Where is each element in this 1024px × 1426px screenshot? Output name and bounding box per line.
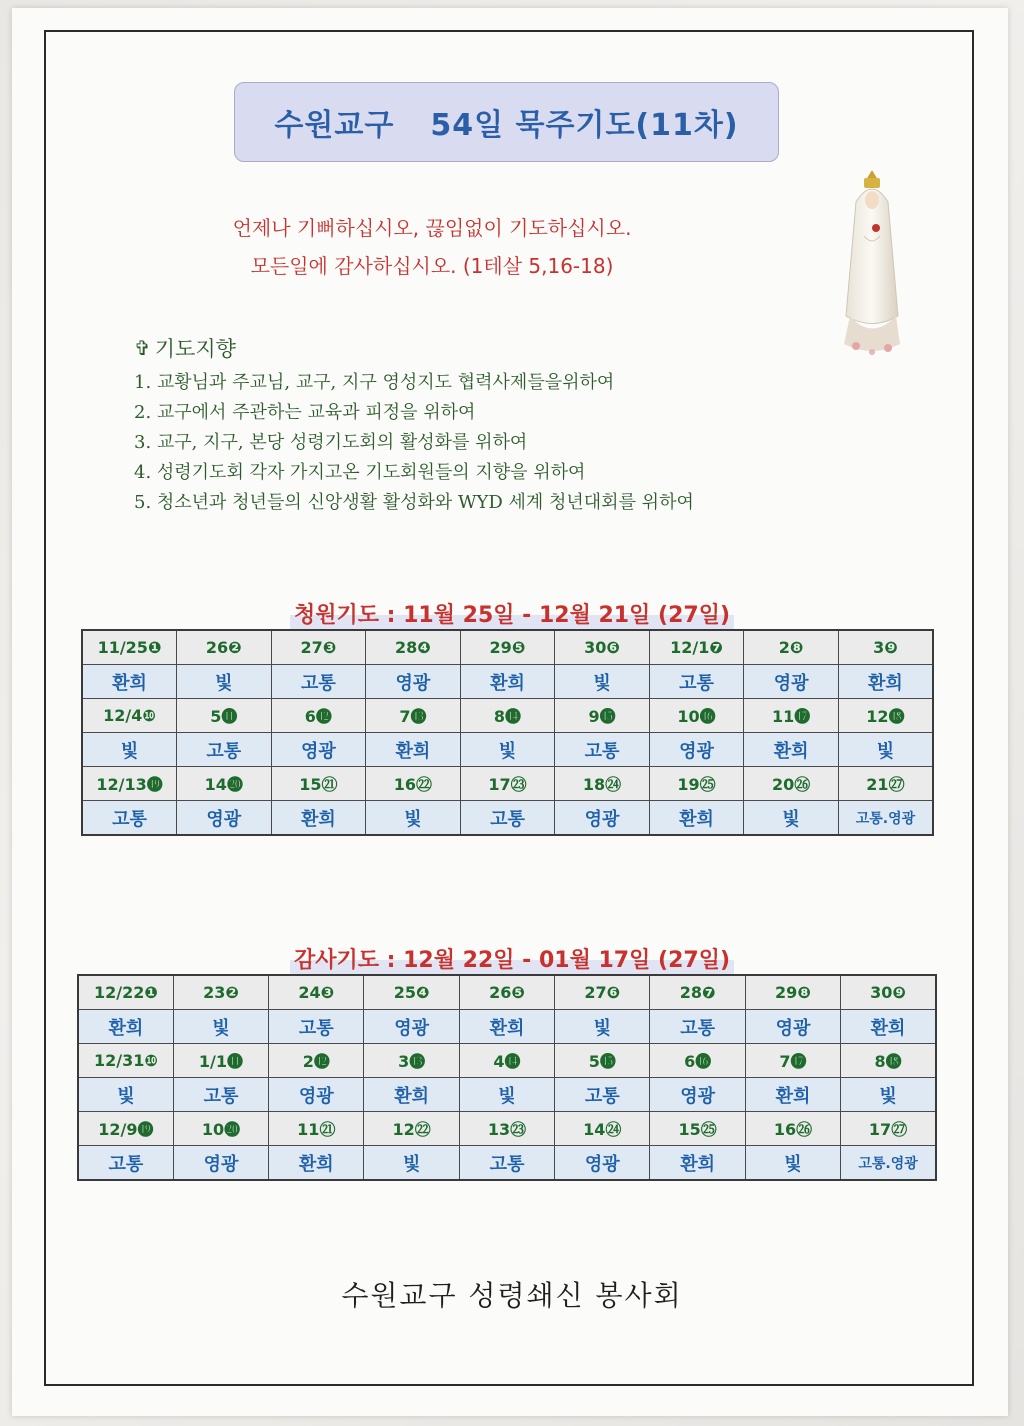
date-row	[78, 1044, 936, 1078]
mystery-row	[78, 1146, 936, 1181]
mystery-cell: 고통	[177, 733, 272, 767]
mystery-cell: 빛	[555, 665, 650, 699]
intentions-list	[134, 368, 694, 518]
day-date-cell: 12/1❼	[649, 630, 744, 665]
day-date-cell: 28❹	[366, 630, 461, 665]
day-date-cell: 20㉖	[744, 767, 839, 801]
mystery-cell: 빛	[838, 733, 933, 767]
mystery-cell: 빛	[459, 1078, 554, 1112]
day-date-cell: 28❼	[650, 975, 745, 1010]
page-title	[234, 82, 779, 162]
mystery-cell: 영광	[364, 1010, 459, 1044]
mystery-cell: 환희	[269, 1146, 364, 1181]
day-date-cell: 12/4❿	[82, 699, 177, 733]
scripture-quote-line-1: 언제나 기뻐하십시오, 끊임없이 기도하십시오.	[232, 216, 632, 240]
day-date-cell: 30❾	[841, 975, 936, 1010]
day-date-cell: 1/1⓫	[173, 1044, 268, 1078]
mystery-cell: 고통	[269, 1010, 364, 1044]
petition-section-title	[92, 598, 932, 629]
mystery-cell: 영광	[555, 1146, 650, 1181]
petition-schedule-table	[81, 629, 934, 836]
mystery-row	[82, 733, 933, 767]
title-diocese: 수원교구	[274, 108, 395, 143]
mystery-cell: 빛	[364, 1146, 459, 1181]
mystery-cell: 고통	[460, 801, 555, 836]
cross-icon: ✞	[134, 336, 151, 360]
day-date-cell: 12⓲	[838, 699, 933, 733]
mystery-cell: 고통	[173, 1078, 268, 1112]
intentions-heading	[134, 333, 236, 363]
day-date-cell: 17㉗	[841, 1112, 936, 1146]
mystery-cell: 환희	[650, 1146, 745, 1181]
day-date-cell: 11⓱	[744, 699, 839, 733]
mystery-cell: 고통	[650, 1010, 745, 1044]
day-date-cell: 9⓯	[555, 699, 650, 733]
day-date-cell: 8⓮	[460, 699, 555, 733]
mystery-cell: 빛	[366, 801, 461, 836]
day-date-cell: 12/9⓳	[78, 1112, 173, 1146]
thanksgiving-schedule-table	[77, 974, 937, 1181]
day-date-cell: 10⓴	[173, 1112, 268, 1146]
mystery-cell: 환희	[364, 1078, 459, 1112]
date-row	[78, 1112, 936, 1146]
day-date-cell: 29❽	[745, 975, 840, 1010]
date-row	[78, 975, 936, 1010]
intention-item: 3. 교구, 지구, 본당 성령기도회의 활성화를 위하여	[134, 432, 528, 453]
mystery-cell: 고통.영광	[838, 801, 933, 836]
day-date-cell: 12/13⓳	[82, 767, 177, 801]
day-date-cell: 3⓭	[364, 1044, 459, 1078]
day-date-cell: 12㉒	[364, 1112, 459, 1146]
petition-title-text: 청원기도 : 11월 25일 - 12월 21일 (27일)	[290, 598, 734, 629]
day-date-cell: 11㉑	[269, 1112, 364, 1146]
date-row	[82, 699, 933, 733]
mystery-cell: 환희	[649, 801, 744, 836]
day-date-cell: 29❺	[460, 630, 555, 665]
day-date-cell: 21㉗	[838, 767, 933, 801]
thanksgiving-title-text: 감사기도 : 12월 22일 - 01월 17일 (27일)	[290, 943, 734, 974]
intention-item: 4. 성령기도회 각자 가지고온 기도회원들의 지향을 위하여	[134, 462, 586, 483]
mystery-cell: 환희	[78, 1010, 173, 1044]
day-date-cell: 2❽	[744, 630, 839, 665]
mystery-cell: 고통	[459, 1146, 554, 1181]
intention-item: 1. 교황님과 주교님, 교구, 지구 영성지도 협력사제들을위하여	[134, 372, 615, 393]
mystery-row	[78, 1010, 936, 1044]
day-date-cell: 26❺	[459, 975, 554, 1010]
mystery-cell: 환희	[271, 801, 366, 836]
date-row	[82, 767, 933, 801]
mystery-cell: 환희	[82, 665, 177, 699]
day-date-cell: 12/31❿	[78, 1044, 173, 1078]
thanksgiving-section-title	[92, 943, 932, 974]
intention-item: 2. 교구에서 주관하는 교육과 피정을 위하여	[134, 402, 476, 423]
day-date-cell: 14⓴	[177, 767, 272, 801]
mystery-cell: 환희	[460, 665, 555, 699]
mystery-cell: 빛	[177, 665, 272, 699]
day-date-cell: 10⓰	[649, 699, 744, 733]
day-date-cell: 15㉕	[650, 1112, 745, 1146]
mystery-cell: 고통	[555, 1078, 650, 1112]
mystery-cell: 환희	[841, 1010, 936, 1044]
day-date-cell: 27❻	[555, 975, 650, 1010]
day-date-cell: 14㉔	[555, 1112, 650, 1146]
mystery-cell: 고통	[271, 665, 366, 699]
day-date-cell: 27❸	[271, 630, 366, 665]
mystery-cell: 고통.영광	[841, 1146, 936, 1181]
day-date-cell: 18㉔	[555, 767, 650, 801]
mystery-cell: 영광	[177, 801, 272, 836]
mystery-cell: 환희	[744, 733, 839, 767]
scripture-quote-line-2: 모든일에 감사하십시오. (1테살 5,16-18)	[250, 254, 614, 278]
mystery-cell: 영광	[745, 1010, 840, 1044]
day-date-cell: 5⓯	[555, 1044, 650, 1078]
day-date-cell: 12/22❶	[78, 975, 173, 1010]
day-date-cell: 17㉓	[460, 767, 555, 801]
virgin-mary-statue-image	[826, 166, 918, 366]
mystery-cell: 빛	[841, 1078, 936, 1112]
day-date-cell: 16㉒	[366, 767, 461, 801]
mystery-cell: 영광	[650, 1078, 745, 1112]
day-date-cell: 23❷	[173, 975, 268, 1010]
mystery-cell: 빛	[78, 1078, 173, 1112]
mystery-cell: 환희	[366, 733, 461, 767]
intentions-heading-label: 기도지향	[154, 337, 236, 361]
paper-sheet	[12, 8, 1008, 1416]
day-date-cell: 16㉖	[745, 1112, 840, 1146]
mystery-cell: 환희	[838, 665, 933, 699]
day-date-cell: 25❹	[364, 975, 459, 1010]
mystery-cell: 영광	[744, 665, 839, 699]
mystery-cell: 환희	[459, 1010, 554, 1044]
day-date-cell: 4⓮	[459, 1044, 554, 1078]
mystery-cell: 고통	[649, 665, 744, 699]
mystery-cell: 빛	[555, 1010, 650, 1044]
mystery-row	[82, 801, 933, 836]
intention-item: 5. 청소년과 청년들의 신앙생활 활성화와 WYD 세계 청년대회를 위하여	[134, 492, 694, 513]
day-date-cell: 13㉓	[459, 1112, 554, 1146]
day-date-cell: 6⓰	[650, 1044, 745, 1078]
date-row	[82, 630, 933, 665]
mystery-cell: 영광	[173, 1146, 268, 1181]
mystery-cell: 고통	[78, 1146, 173, 1181]
day-date-cell: 6⓬	[271, 699, 366, 733]
mystery-row	[78, 1078, 936, 1112]
day-date-cell: 5⓫	[177, 699, 272, 733]
title-rosary: 54일 묵주기도(11차)	[430, 108, 739, 143]
day-date-cell: 15㉑	[271, 767, 366, 801]
day-date-cell: 24❸	[269, 975, 364, 1010]
day-date-cell: 2⓬	[269, 1044, 364, 1078]
mystery-cell: 환희	[745, 1078, 840, 1112]
mystery-cell: 빛	[745, 1146, 840, 1181]
mystery-cell: 빛	[460, 733, 555, 767]
day-date-cell: 19㉕	[649, 767, 744, 801]
mystery-cell: 영광	[366, 665, 461, 699]
day-date-cell: 30❻	[555, 630, 650, 665]
mystery-cell: 영광	[269, 1078, 364, 1112]
day-date-cell: 26❷	[177, 630, 272, 665]
day-date-cell: 7⓱	[745, 1044, 840, 1078]
day-date-cell: 3❾	[838, 630, 933, 665]
mystery-cell: 빛	[744, 801, 839, 836]
mystery-cell: 영광	[555, 801, 650, 836]
mystery-cell: 영광	[649, 733, 744, 767]
organization-footer: 수원교구 성령쇄신 봉사회	[341, 1279, 683, 1312]
mystery-cell: 고통	[82, 801, 177, 836]
day-date-cell: 8⓲	[841, 1044, 936, 1078]
mystery-cell: 빛	[173, 1010, 268, 1044]
mystery-cell: 영광	[271, 733, 366, 767]
mystery-cell: 고통	[555, 733, 650, 767]
day-date-cell: 11/25❶	[82, 630, 177, 665]
mystery-row	[82, 665, 933, 699]
day-date-cell: 7⓭	[366, 699, 461, 733]
mystery-cell: 빛	[82, 733, 177, 767]
